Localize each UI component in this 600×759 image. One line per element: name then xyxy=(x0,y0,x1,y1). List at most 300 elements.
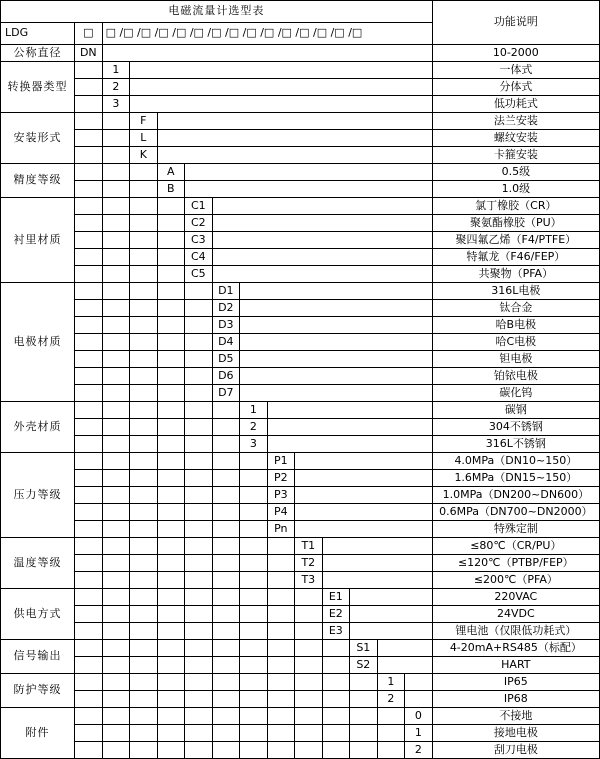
empty-cell xyxy=(130,657,158,674)
empty-cell xyxy=(157,130,432,147)
empty-cell xyxy=(240,487,268,504)
option-description: 1.0级 xyxy=(432,181,599,198)
empty-cell xyxy=(75,623,103,640)
category-label: 电极材质 xyxy=(1,283,75,402)
empty-cell xyxy=(185,470,213,487)
empty-cell xyxy=(130,453,158,470)
empty-cell xyxy=(267,623,295,640)
empty-cell xyxy=(75,589,103,606)
option-code: Pn xyxy=(267,521,295,538)
empty-cell xyxy=(75,606,103,623)
table-row xyxy=(1,368,600,385)
empty-cell xyxy=(267,589,295,606)
empty-cell xyxy=(130,215,158,232)
empty-cell xyxy=(157,283,185,300)
empty-cell xyxy=(295,623,323,640)
empty-cell xyxy=(185,742,213,759)
empty-cell xyxy=(157,147,432,164)
empty-cell xyxy=(350,725,378,742)
empty-cell xyxy=(267,419,432,436)
empty-cell xyxy=(267,708,295,725)
empty-cell xyxy=(185,181,433,198)
option-code: C4 xyxy=(185,249,213,266)
option-code: 1 xyxy=(377,674,405,691)
empty-cell xyxy=(157,470,185,487)
empty-cell xyxy=(75,419,103,436)
table-row xyxy=(1,725,600,742)
empty-cell xyxy=(130,164,158,181)
option-code: K xyxy=(130,147,158,164)
empty-cell xyxy=(322,742,350,759)
empty-cell xyxy=(212,436,240,453)
empty-cell xyxy=(102,232,130,249)
empty-cell xyxy=(130,249,158,266)
empty-cell xyxy=(185,385,213,402)
empty-cell xyxy=(102,402,130,419)
table-row xyxy=(1,79,600,96)
empty-cell xyxy=(130,300,158,317)
empty-cell xyxy=(157,691,185,708)
empty-cell xyxy=(240,623,268,640)
category-label: 供电方式 xyxy=(1,589,75,640)
empty-cell xyxy=(102,283,130,300)
empty-cell xyxy=(240,521,268,538)
empty-cell xyxy=(102,45,432,62)
table-row xyxy=(1,657,600,674)
empty-cell xyxy=(322,725,350,742)
empty-cell xyxy=(185,606,213,623)
empty-cell xyxy=(102,317,130,334)
empty-cell xyxy=(102,470,130,487)
option-description: 钛合金 xyxy=(432,300,599,317)
empty-cell xyxy=(212,232,432,249)
empty-cell xyxy=(322,572,432,589)
option-code: P3 xyxy=(267,487,295,504)
option-code: 2 xyxy=(240,419,268,436)
empty-cell xyxy=(130,96,433,113)
option-code: 3 xyxy=(102,96,130,113)
empty-cell xyxy=(102,334,130,351)
table-row xyxy=(1,351,600,368)
empty-cell xyxy=(102,453,130,470)
empty-cell xyxy=(130,419,158,436)
empty-cell xyxy=(75,113,103,130)
empty-cell xyxy=(405,674,433,691)
table-row xyxy=(1,538,600,555)
category-label: 精度等级 xyxy=(1,164,75,198)
title-row xyxy=(1,1,600,23)
empty-cell xyxy=(157,266,185,283)
empty-cell xyxy=(102,198,130,215)
option-description: 304不锈钢 xyxy=(432,419,599,436)
table-row xyxy=(1,317,600,334)
empty-cell xyxy=(185,351,213,368)
empty-cell xyxy=(102,266,130,283)
empty-cell xyxy=(185,572,213,589)
table-row xyxy=(1,96,600,113)
empty-cell xyxy=(240,674,268,691)
option-code: P1 xyxy=(267,453,295,470)
empty-cell xyxy=(240,657,268,674)
empty-cell xyxy=(75,555,103,572)
table-row xyxy=(1,674,600,691)
empty-cell xyxy=(157,419,185,436)
empty-cell xyxy=(212,419,240,436)
empty-cell xyxy=(240,691,268,708)
empty-cell xyxy=(212,606,240,623)
empty-cell xyxy=(377,657,432,674)
empty-cell xyxy=(157,385,185,402)
empty-cell xyxy=(185,538,213,555)
table-row xyxy=(1,470,600,487)
option-code: P2 xyxy=(267,470,295,487)
table-row xyxy=(1,385,600,402)
option-description: 碳钢 xyxy=(432,402,599,419)
empty-cell xyxy=(130,385,158,402)
empty-cell xyxy=(295,674,323,691)
category-label: 信号输出 xyxy=(1,640,75,674)
empty-cell xyxy=(185,657,213,674)
empty-cell xyxy=(102,368,130,385)
empty-cell xyxy=(102,181,130,198)
option-description: 316L不锈钢 xyxy=(432,436,599,453)
empty-cell xyxy=(75,130,103,147)
empty-cell xyxy=(102,572,130,589)
empty-cell xyxy=(322,538,432,555)
empty-cell xyxy=(295,742,323,759)
empty-cell xyxy=(75,181,103,198)
empty-cell xyxy=(240,385,433,402)
empty-cell xyxy=(130,368,158,385)
empty-cell xyxy=(75,470,103,487)
empty-cell xyxy=(157,453,185,470)
empty-cell xyxy=(212,521,240,538)
empty-cell xyxy=(157,657,185,674)
option-code: D1 xyxy=(212,283,240,300)
empty-cell xyxy=(295,589,323,606)
table-row xyxy=(1,691,600,708)
empty-cell xyxy=(75,351,103,368)
option-code: D2 xyxy=(212,300,240,317)
empty-cell xyxy=(102,674,130,691)
table-row xyxy=(1,45,600,62)
option-code: L xyxy=(130,130,158,147)
empty-cell xyxy=(157,742,185,759)
option-description: 铂铱电极 xyxy=(432,368,599,385)
option-description: 聚氨酯橡胶（PU） xyxy=(432,215,599,232)
table-row xyxy=(1,589,600,606)
option-code: 0 xyxy=(405,708,433,725)
empty-cell xyxy=(267,538,295,555)
empty-cell xyxy=(102,215,130,232)
empty-cell xyxy=(75,249,103,266)
empty-cell xyxy=(267,657,295,674)
empty-cell xyxy=(75,521,103,538)
empty-cell xyxy=(212,215,432,232)
option-code: C3 xyxy=(185,232,213,249)
table-row xyxy=(1,487,600,504)
empty-cell xyxy=(157,725,185,742)
empty-cell xyxy=(157,640,185,657)
empty-cell xyxy=(157,351,185,368)
option-description: 哈C电极 xyxy=(432,334,599,351)
empty-cell xyxy=(130,62,433,79)
empty-cell xyxy=(295,691,323,708)
empty-cell xyxy=(267,606,295,623)
empty-cell xyxy=(157,589,185,606)
option-code: E3 xyxy=(322,623,350,640)
empty-cell xyxy=(75,742,103,759)
option-description: 聚四氟乙烯（F4/PTFE） xyxy=(432,232,599,249)
empty-cell xyxy=(75,436,103,453)
empty-cell xyxy=(157,708,185,725)
category-label: 防护等级 xyxy=(1,674,75,708)
empty-cell xyxy=(130,538,158,555)
table-title: 电磁流量计选型表 xyxy=(1,1,433,23)
empty-cell xyxy=(295,640,323,657)
empty-cell xyxy=(185,487,213,504)
empty-cell xyxy=(130,334,158,351)
empty-cell xyxy=(102,589,130,606)
table-row xyxy=(1,300,600,317)
empty-cell xyxy=(130,691,158,708)
empty-cell xyxy=(157,487,185,504)
empty-cell xyxy=(185,436,213,453)
table-row xyxy=(1,198,600,215)
empty-cell xyxy=(212,249,432,266)
option-code: 1 xyxy=(405,725,433,742)
empty-cell xyxy=(157,334,185,351)
empty-cell xyxy=(322,708,350,725)
empty-cell xyxy=(185,283,213,300)
empty-cell xyxy=(212,453,240,470)
empty-cell xyxy=(130,198,158,215)
empty-cell xyxy=(322,555,432,572)
empty-cell xyxy=(240,351,433,368)
empty-cell xyxy=(267,640,295,657)
empty-cell xyxy=(267,572,295,589)
empty-cell xyxy=(212,674,240,691)
empty-cell xyxy=(130,317,158,334)
option-description: 共聚物（PFA） xyxy=(432,266,599,283)
empty-cell xyxy=(212,555,240,572)
empty-cell xyxy=(157,606,185,623)
option-code: 1 xyxy=(102,62,130,79)
empty-cell xyxy=(75,487,103,504)
empty-cell xyxy=(157,504,185,521)
empty-cell xyxy=(212,589,240,606)
option-description: 一体式 xyxy=(432,62,599,79)
empty-cell xyxy=(130,504,158,521)
empty-cell xyxy=(130,402,158,419)
option-code: F xyxy=(130,113,158,130)
empty-cell xyxy=(157,249,185,266)
option-code: A xyxy=(157,164,185,181)
empty-cell xyxy=(350,742,378,759)
empty-cell xyxy=(75,691,103,708)
empty-cell xyxy=(102,164,130,181)
empty-cell xyxy=(267,402,432,419)
empty-cell xyxy=(157,113,432,130)
empty-cell xyxy=(75,283,103,300)
empty-cell xyxy=(102,521,130,538)
empty-cell xyxy=(75,232,103,249)
empty-cell xyxy=(240,300,433,317)
empty-cell xyxy=(130,232,158,249)
option-description: 法兰安装 xyxy=(432,113,599,130)
empty-cell xyxy=(322,640,350,657)
option-description: 接地电极 xyxy=(432,725,599,742)
table-row xyxy=(1,521,600,538)
empty-cell xyxy=(75,334,103,351)
option-description: IP65 xyxy=(432,674,599,691)
empty-cell xyxy=(212,266,432,283)
empty-cell xyxy=(130,283,158,300)
table-row xyxy=(1,283,600,300)
empty-cell xyxy=(157,538,185,555)
option-description: 1.6MPa（DN15~150） xyxy=(432,470,599,487)
option-code: T1 xyxy=(295,538,323,555)
empty-cell xyxy=(185,504,213,521)
empty-cell xyxy=(130,555,158,572)
empty-cell xyxy=(212,742,240,759)
option-code: E2 xyxy=(322,606,350,623)
table-row xyxy=(1,402,600,419)
empty-cell xyxy=(102,725,130,742)
option-code: P4 xyxy=(267,504,295,521)
table-row xyxy=(1,232,600,249)
empty-cell xyxy=(75,266,103,283)
option-code: C1 xyxy=(185,198,213,215)
empty-cell xyxy=(130,266,158,283)
empty-cell xyxy=(185,521,213,538)
option-code: C2 xyxy=(185,215,213,232)
empty-cell xyxy=(185,708,213,725)
option-description: 0.5级 xyxy=(432,164,599,181)
empty-cell xyxy=(295,487,433,504)
category-label: 公称直径 xyxy=(1,45,75,62)
empty-cell xyxy=(75,215,103,232)
empty-cell xyxy=(322,691,350,708)
option-description: 10-2000 xyxy=(432,45,599,62)
empty-cell xyxy=(102,657,130,674)
empty-cell xyxy=(267,742,295,759)
category-label: 附件 xyxy=(1,708,75,759)
empty-cell xyxy=(75,402,103,419)
option-description: 哈B电极 xyxy=(432,317,599,334)
empty-cell xyxy=(240,504,268,521)
empty-cell xyxy=(185,317,213,334)
empty-cell xyxy=(185,555,213,572)
empty-cell xyxy=(130,181,158,198)
empty-cell xyxy=(102,708,130,725)
option-code: D7 xyxy=(212,385,240,402)
model-label: LDG xyxy=(1,23,75,45)
empty-cell xyxy=(267,674,295,691)
empty-cell xyxy=(185,453,213,470)
empty-cell xyxy=(130,606,158,623)
table-row xyxy=(1,266,600,283)
empty-cell xyxy=(157,521,185,538)
table-row xyxy=(1,62,600,79)
empty-cell xyxy=(102,351,130,368)
empty-cell xyxy=(240,589,268,606)
empty-cell xyxy=(75,62,103,79)
empty-cell xyxy=(130,436,158,453)
empty-cell xyxy=(322,657,350,674)
empty-cell xyxy=(130,589,158,606)
empty-cell xyxy=(157,436,185,453)
option-code: 2 xyxy=(377,691,405,708)
empty-cell xyxy=(240,334,433,351)
empty-cell xyxy=(322,674,350,691)
empty-cell xyxy=(185,334,213,351)
empty-cell xyxy=(130,470,158,487)
empty-cell xyxy=(130,708,158,725)
category-label: 安装形式 xyxy=(1,113,75,164)
empty-cell xyxy=(212,402,240,419)
table-row xyxy=(1,708,600,725)
empty-cell xyxy=(75,674,103,691)
empty-cell xyxy=(75,640,103,657)
empty-cell xyxy=(130,742,158,759)
empty-cell xyxy=(102,300,130,317)
empty-cell xyxy=(240,555,268,572)
option-description: 螺纹安装 xyxy=(432,130,599,147)
empty-cell xyxy=(157,368,185,385)
option-description: 低功耗式 xyxy=(432,96,599,113)
empty-cell xyxy=(295,521,433,538)
option-description: 0.6MPa（DN700~DN2000） xyxy=(432,504,599,521)
option-description: ≤200℃（PFA） xyxy=(432,572,599,589)
empty-cell xyxy=(240,368,433,385)
empty-cell xyxy=(267,436,432,453)
option-description: 1.0MPa（DN200~DN600） xyxy=(432,487,599,504)
empty-cell xyxy=(240,572,268,589)
option-description: 4-20mA+RS485（标配） xyxy=(432,640,599,657)
option-code: D6 xyxy=(212,368,240,385)
empty-cell xyxy=(102,436,130,453)
empty-cell xyxy=(130,725,158,742)
category-label: 转换器类型 xyxy=(1,62,75,113)
empty-cell xyxy=(377,708,405,725)
empty-cell xyxy=(157,300,185,317)
empty-cell xyxy=(102,249,130,266)
empty-cell xyxy=(130,521,158,538)
empty-cell xyxy=(240,453,268,470)
empty-cell xyxy=(212,504,240,521)
category-label: 衬里材质 xyxy=(1,198,75,283)
empty-cell xyxy=(185,623,213,640)
empty-cell xyxy=(102,504,130,521)
empty-cell xyxy=(212,725,240,742)
empty-cell xyxy=(75,79,103,96)
option-code: 2 xyxy=(102,79,130,96)
option-code: S1 xyxy=(350,640,378,657)
empty-cell xyxy=(130,572,158,589)
empty-cell xyxy=(212,623,240,640)
empty-cell xyxy=(185,674,213,691)
empty-cell xyxy=(377,640,432,657)
empty-cell xyxy=(102,640,130,657)
empty-cell xyxy=(102,487,130,504)
option-description: 特氟龙（F46/FEP） xyxy=(432,249,599,266)
empty-cell xyxy=(267,555,295,572)
option-description: 卡箍安装 xyxy=(432,147,599,164)
table-row xyxy=(1,436,600,453)
empty-cell xyxy=(240,283,433,300)
empty-cell xyxy=(350,589,433,606)
